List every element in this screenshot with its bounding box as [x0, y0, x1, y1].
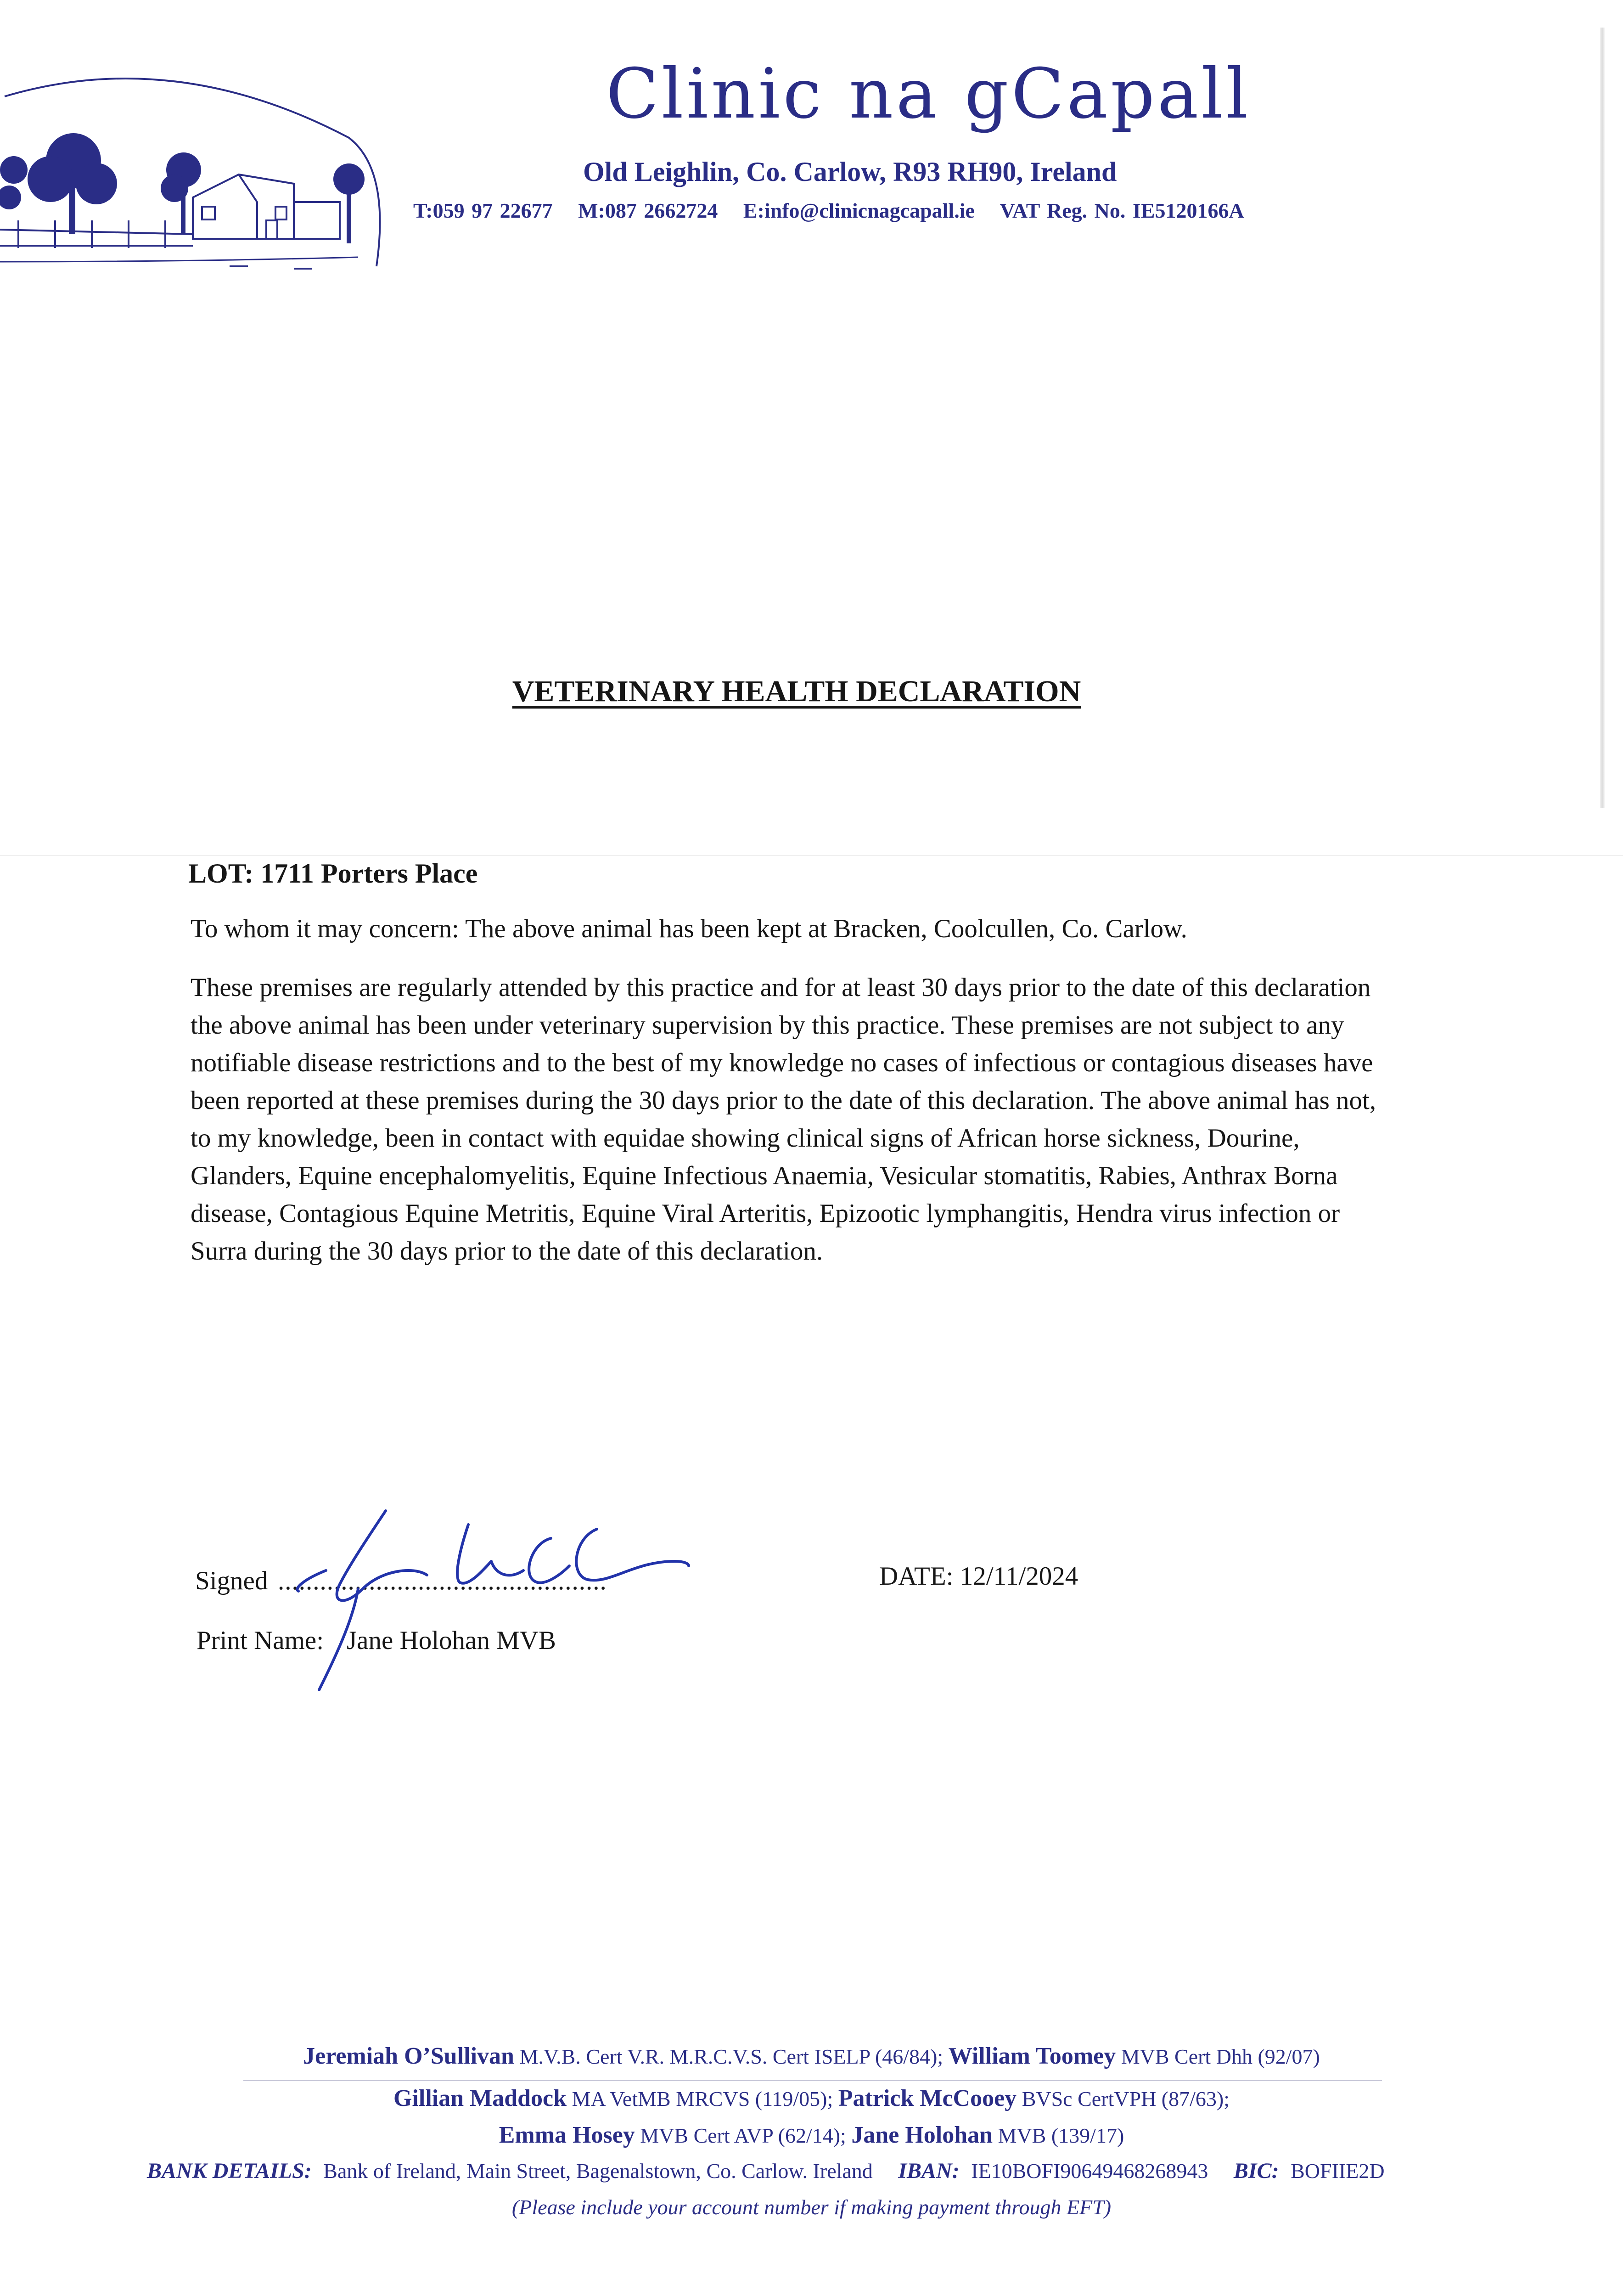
clinic-address: Old Leighlin, Co. Carlow, R93 RH90, Ireland [583, 157, 1117, 187]
bank-value: Bank of Ireland, Main Street, Bagenalstown, Co. Carlow. Ireland [323, 2159, 873, 2183]
clinic-telephone: T:059 97 22677 [413, 199, 553, 222]
document-title: VETERINARY HEALTH DECLARATION [512, 675, 1081, 708]
staff-line-3 [0, 2122, 1623, 2149]
bank-label: BANK DETAILS: [147, 2159, 312, 2183]
clinic-mobile: M:087 2662724 [578, 199, 718, 222]
iban-value: IE10BOFI90649468268943 [971, 2159, 1208, 2183]
staff-quals: M.V.B. Cert V.R. M.R.C.V.S. Cert ISELP (46/84); [519, 2045, 943, 2068]
payment-note: (Please include your account number if making payment through EFT) [511, 2195, 1112, 2219]
clinic-contact-line [413, 198, 1263, 223]
declaration-date: DATE: 12/11/2024 [879, 1562, 1078, 1591]
handwritten-signature [275, 1497, 725, 1699]
bic-label: BIC: [1233, 2159, 1279, 2183]
bic-value: BOFIIE2D [1291, 2159, 1385, 2183]
staff-name: Jane Holohan [851, 2122, 993, 2148]
staff-name: Gillian Maddock [393, 2085, 567, 2111]
print-name-label: Print Name: [197, 1626, 324, 1655]
signed-dotted-line: ............................................... [278, 1566, 607, 1595]
staff-name: Patrick McCooey [838, 2085, 1017, 2111]
iban-label: IBAN: [898, 2159, 960, 2183]
clinic-logo-drawing [0, 64, 404, 280]
staff-line-1 [0, 2043, 1623, 2070]
staff-name: William Toomey [948, 2043, 1116, 2069]
staff-quals: MVB (139/17) [998, 2124, 1124, 2147]
staff-quals: MVB Cert AVP (62/14); [640, 2124, 846, 2147]
footer-divider [243, 2080, 1382, 2081]
clinic-email: E:info@clinicnagcapall.ie [743, 199, 975, 222]
clinic-name: Clinic na gCapall [606, 54, 1251, 134]
staff-quals: BVSc CertVPH (87/63); [1022, 2087, 1230, 2110]
bank-details-line [147, 2158, 1385, 2183]
staff-quals: MA VetMB MRCVS (119/05); [572, 2087, 833, 2110]
scan-edge-artifact [1600, 28, 1605, 808]
staff-quals: MVB Cert Dhh (92/07) [1121, 2045, 1320, 2068]
staff-name: Jeremiah O’Sullivan [303, 2043, 514, 2069]
declaration-body: These premises are regularly attended by this practice and for at least 30 days prior to the date of this declaration the above animal has been under veterinary supervision by this practice. These premises are not subject to any notifiable disease restrictions and to the best of my knowledge no cases of infectious or contagious diseases have been reported at these premises during the 30 days prior to the date of this declaration. The above animal has not, to my knowledge, been in contact with equidae showing clinical signs of African horse sickness, Dourine, Glanders, Equine encephalomyelitis, Equine Infectious Anaemia, Vesicular stomatitis, Rabies, Anthrax Borna disease, Contagious Equine Metritis, Equine Viral Arteritis, Epizootic lymphangitis, Hendra virus infection or Surra during the 30 days prior to the date of this declaration. [191, 973, 1376, 1266]
staff-name: Emma Hosey [499, 2122, 635, 2148]
lot-line: LOT: 1711 Porters Place [188, 858, 478, 889]
clinic-vat: VAT Reg. No. IE5120166A [1000, 199, 1244, 222]
signed-label: Signed [195, 1566, 268, 1595]
concern-line: To whom it may concern: The above animal has been kept at Bracken, Coolcullen, Co. Carlow. [191, 914, 1187, 943]
staff-line-2 [0, 2085, 1623, 2112]
scan-line-artifact [0, 855, 1623, 856]
print-name-value: Jane Holohan MVB [347, 1626, 556, 1655]
